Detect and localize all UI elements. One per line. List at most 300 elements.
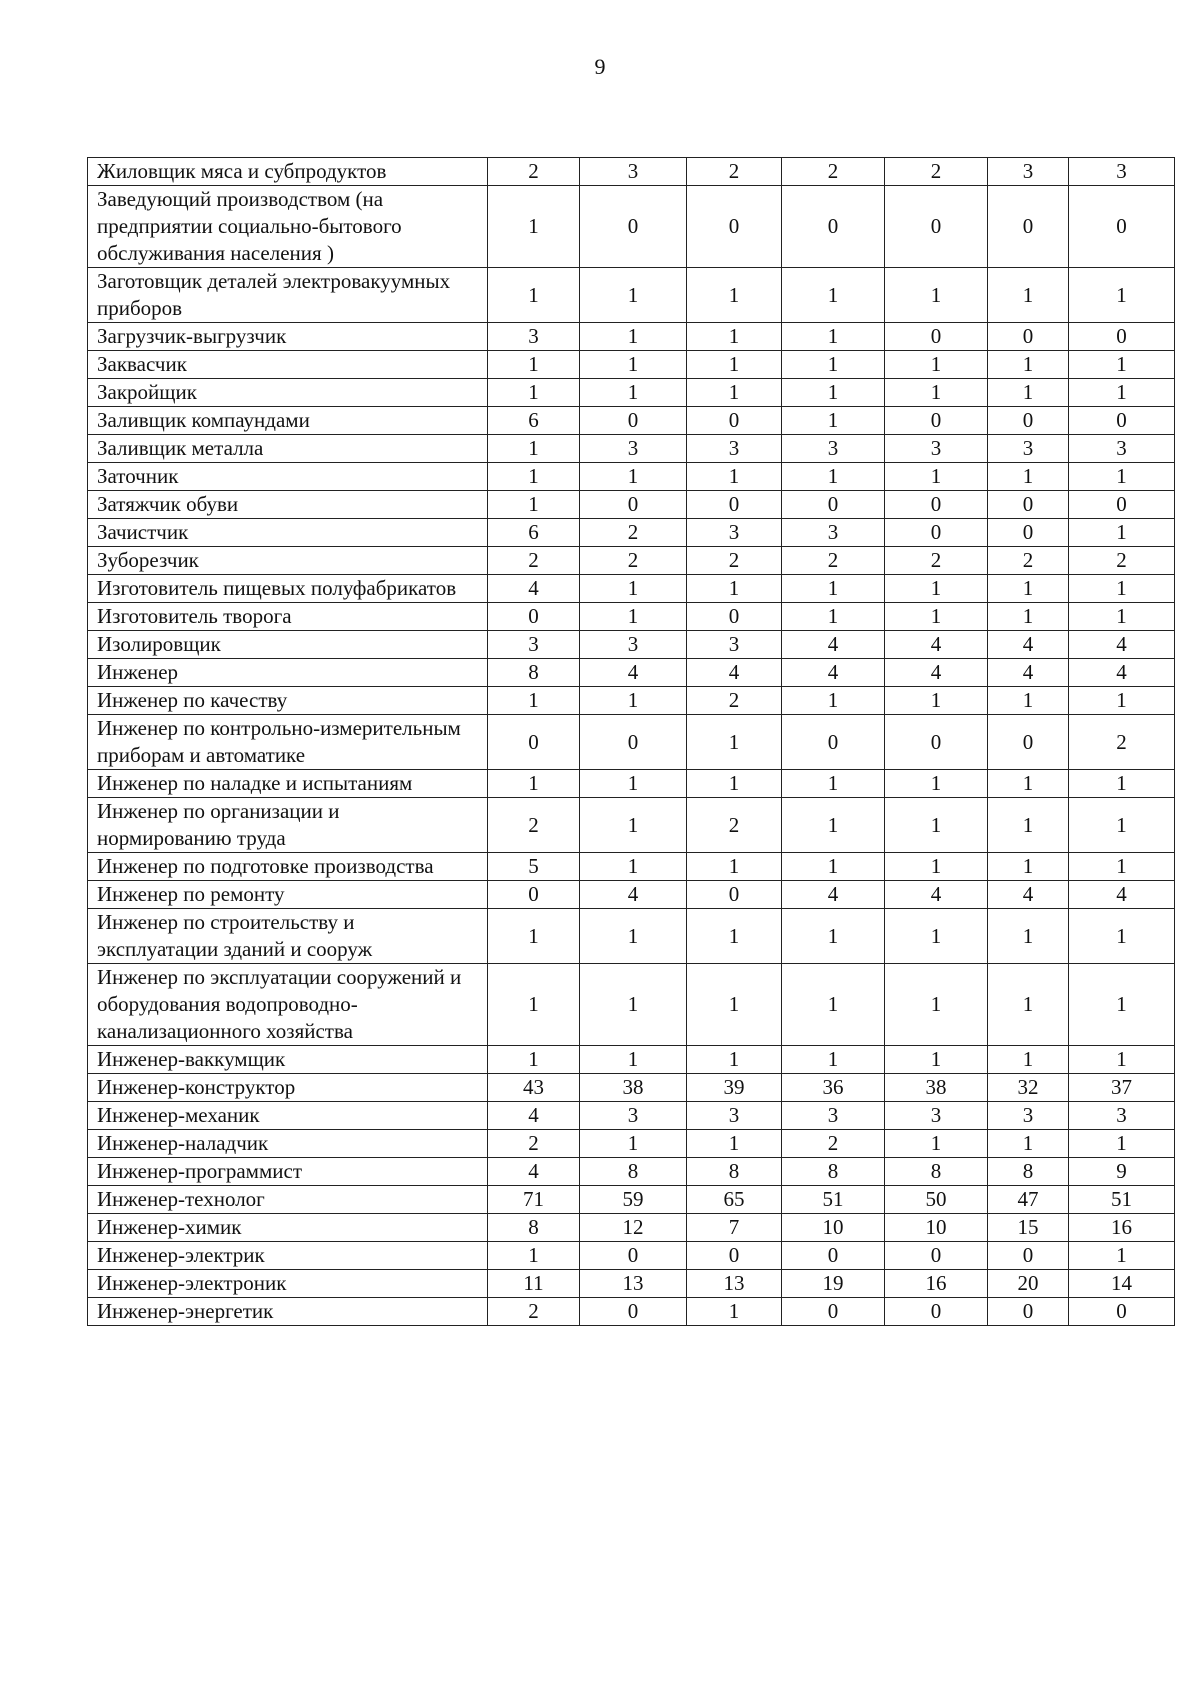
value-cell: 1 [988, 603, 1069, 631]
value-cell: 3 [988, 435, 1069, 463]
table-row [88, 1046, 1175, 1074]
value-cell: 2 [782, 1130, 885, 1158]
value-cell: 0 [885, 186, 988, 268]
value-cell: 3 [782, 519, 885, 547]
value-cell: 1 [580, 351, 687, 379]
profession-name-cell: Заливщик компаундами [88, 407, 488, 435]
value-cell: 2 [988, 547, 1069, 575]
value-cell: 0 [687, 491, 782, 519]
value-cell: 13 [580, 1270, 687, 1298]
value-cell: 3 [580, 1102, 687, 1130]
profession-name-cell: Инженер-химик [88, 1214, 488, 1242]
value-cell: 1 [885, 964, 988, 1046]
value-cell: 1 [488, 1046, 580, 1074]
table-row [88, 379, 1175, 407]
table-row [88, 158, 1175, 186]
value-cell: 4 [782, 631, 885, 659]
table-row [88, 881, 1175, 909]
value-cell: 7 [687, 1214, 782, 1242]
value-cell: 1 [988, 575, 1069, 603]
value-cell: 1 [580, 603, 687, 631]
value-cell: 1 [1069, 463, 1175, 491]
profession-name-cell: Заточник [88, 463, 488, 491]
profession-name-cell: Затяжчик обуви [88, 491, 488, 519]
value-cell: 65 [687, 1186, 782, 1214]
value-cell: 1 [988, 1046, 1069, 1074]
value-cell: 0 [885, 407, 988, 435]
value-cell: 4 [988, 631, 1069, 659]
table-row [88, 715, 1175, 770]
value-cell: 3 [488, 631, 580, 659]
value-cell: 1 [687, 853, 782, 881]
value-cell: 1 [687, 268, 782, 323]
profession-name-cell: Инженер по ремонту [88, 881, 488, 909]
table-row [88, 603, 1175, 631]
value-cell: 1 [1069, 1130, 1175, 1158]
value-cell: 36 [782, 1074, 885, 1102]
value-cell: 1 [988, 463, 1069, 491]
value-cell: 1 [988, 853, 1069, 881]
value-cell: 0 [988, 1242, 1069, 1270]
profession-name-cell: Заливщик металла [88, 435, 488, 463]
value-cell: 0 [687, 186, 782, 268]
profession-name-cell: Изготовитель пищевых полуфабрикатов [88, 575, 488, 603]
value-cell: 15 [988, 1214, 1069, 1242]
value-cell: 0 [580, 407, 687, 435]
value-cell: 1 [988, 909, 1069, 964]
value-cell: 19 [782, 1270, 885, 1298]
value-cell: 4 [488, 1158, 580, 1186]
value-cell: 3 [1069, 435, 1175, 463]
value-cell: 1 [580, 770, 687, 798]
value-cell: 1 [885, 1130, 988, 1158]
profession-name-cell: Инженер по строительству и эксплуатации зданий и сооруж [88, 909, 488, 964]
value-cell: 4 [687, 659, 782, 687]
value-cell: 3 [580, 435, 687, 463]
value-cell: 1 [580, 1130, 687, 1158]
value-cell: 13 [687, 1270, 782, 1298]
value-cell: 3 [1069, 158, 1175, 186]
profession-name-cell: Инженер-технолог [88, 1186, 488, 1214]
value-cell: 1 [1069, 379, 1175, 407]
value-cell: 0 [988, 491, 1069, 519]
value-cell: 1 [988, 1130, 1069, 1158]
value-cell: 1 [782, 853, 885, 881]
profession-name-cell: Инженер-электрик [88, 1242, 488, 1270]
value-cell: 0 [580, 491, 687, 519]
value-cell: 1 [782, 603, 885, 631]
value-cell: 2 [580, 519, 687, 547]
table-row [88, 853, 1175, 881]
value-cell: 4 [885, 881, 988, 909]
value-cell: 1 [488, 268, 580, 323]
value-cell: 1 [885, 575, 988, 603]
value-cell: 2 [687, 547, 782, 575]
value-cell: 4 [488, 575, 580, 603]
value-cell: 3 [687, 435, 782, 463]
value-cell: 59 [580, 1186, 687, 1214]
value-cell: 1 [580, 798, 687, 853]
value-cell: 1 [885, 798, 988, 853]
table-row [88, 1298, 1175, 1326]
value-cell: 4 [488, 1102, 580, 1130]
profession-name-cell: Изготовитель творога [88, 603, 488, 631]
value-cell: 2 [488, 798, 580, 853]
table-row [88, 186, 1175, 268]
value-cell: 47 [988, 1186, 1069, 1214]
value-cell: 1 [885, 1046, 988, 1074]
value-cell: 4 [885, 659, 988, 687]
value-cell: 1 [1069, 687, 1175, 715]
value-cell: 1 [488, 379, 580, 407]
value-cell: 1 [580, 853, 687, 881]
value-cell: 3 [687, 631, 782, 659]
profession-name-cell: Заквасчик [88, 351, 488, 379]
value-cell: 0 [687, 407, 782, 435]
value-cell: 1 [885, 351, 988, 379]
value-cell: 1 [988, 687, 1069, 715]
profession-name-cell: Заготовщик деталей электровакуумных приборов [88, 268, 488, 323]
value-cell: 1 [687, 1130, 782, 1158]
value-cell: 0 [782, 186, 885, 268]
value-cell: 1 [885, 603, 988, 631]
value-cell: 1 [782, 379, 885, 407]
value-cell: 4 [1069, 881, 1175, 909]
value-cell: 1 [988, 798, 1069, 853]
value-cell: 1 [885, 463, 988, 491]
profession-name-cell: Инженер по подготовке производства [88, 853, 488, 881]
table-row [88, 435, 1175, 463]
value-cell: 1 [885, 379, 988, 407]
value-cell: 1 [687, 770, 782, 798]
profession-name-cell: Инженер по качеству [88, 687, 488, 715]
value-cell: 51 [782, 1186, 885, 1214]
value-cell: 0 [885, 491, 988, 519]
value-cell: 0 [885, 1298, 988, 1326]
value-cell: 9 [1069, 1158, 1175, 1186]
table-row [88, 519, 1175, 547]
value-cell: 0 [580, 1298, 687, 1326]
value-cell: 1 [580, 687, 687, 715]
value-cell: 8 [988, 1158, 1069, 1186]
value-cell: 1 [1069, 519, 1175, 547]
value-cell: 1 [988, 379, 1069, 407]
value-cell: 8 [580, 1158, 687, 1186]
value-cell: 38 [885, 1074, 988, 1102]
value-cell: 1 [488, 491, 580, 519]
table-body [88, 158, 1175, 1326]
value-cell: 1 [988, 268, 1069, 323]
table-row [88, 909, 1175, 964]
value-cell: 43 [488, 1074, 580, 1102]
value-cell: 2 [687, 687, 782, 715]
value-cell: 1 [782, 687, 885, 715]
value-cell: 4 [1069, 631, 1175, 659]
value-cell: 4 [988, 659, 1069, 687]
value-cell: 4 [580, 659, 687, 687]
value-cell: 2 [885, 547, 988, 575]
value-cell: 1 [580, 379, 687, 407]
value-cell: 1 [687, 351, 782, 379]
value-cell: 1 [488, 351, 580, 379]
value-cell: 3 [580, 631, 687, 659]
table-row [88, 1158, 1175, 1186]
value-cell: 0 [687, 1242, 782, 1270]
value-cell: 1 [782, 964, 885, 1046]
table-row [88, 1214, 1175, 1242]
value-cell: 3 [488, 323, 580, 351]
table-row [88, 1186, 1175, 1214]
value-cell: 10 [885, 1214, 988, 1242]
table-row [88, 351, 1175, 379]
value-cell: 8 [687, 1158, 782, 1186]
value-cell: 3 [782, 1102, 885, 1130]
value-cell: 2 [488, 158, 580, 186]
profession-name-cell: Жиловщик мяса и субпродуктов [88, 158, 488, 186]
value-cell: 3 [687, 1102, 782, 1130]
value-cell: 0 [687, 603, 782, 631]
value-cell: 39 [687, 1074, 782, 1102]
value-cell: 0 [488, 603, 580, 631]
value-cell: 0 [885, 323, 988, 351]
value-cell: 0 [1069, 407, 1175, 435]
value-cell: 1 [1069, 351, 1175, 379]
profession-name-cell: Инженер по контрольно-измерительным приборам и автоматике [88, 715, 488, 770]
value-cell: 14 [1069, 1270, 1175, 1298]
value-cell: 1 [488, 770, 580, 798]
table-row [88, 964, 1175, 1046]
value-cell: 0 [885, 715, 988, 770]
table-row [88, 547, 1175, 575]
value-cell: 3 [885, 435, 988, 463]
value-cell: 50 [885, 1186, 988, 1214]
value-cell: 1 [885, 909, 988, 964]
value-cell: 32 [988, 1074, 1069, 1102]
value-cell: 0 [782, 491, 885, 519]
value-cell: 0 [885, 1242, 988, 1270]
value-cell: 4 [988, 881, 1069, 909]
table-row [88, 1074, 1175, 1102]
value-cell: 8 [488, 659, 580, 687]
value-cell: 1 [782, 351, 885, 379]
value-cell: 4 [885, 631, 988, 659]
value-cell: 1 [580, 1046, 687, 1074]
profession-name-cell: Инженер-ваккумщик [88, 1046, 488, 1074]
value-cell: 1 [687, 323, 782, 351]
value-cell: 0 [885, 519, 988, 547]
value-cell: 1 [782, 323, 885, 351]
value-cell: 2 [885, 158, 988, 186]
value-cell: 1 [687, 1298, 782, 1326]
value-cell: 1 [687, 909, 782, 964]
profession-name-cell: Инженер по наладке и испытаниям [88, 770, 488, 798]
value-cell: 2 [488, 1130, 580, 1158]
value-cell: 0 [580, 1242, 687, 1270]
value-cell: 10 [782, 1214, 885, 1242]
value-cell: 1 [1069, 964, 1175, 1046]
table-row [88, 798, 1175, 853]
value-cell: 3 [885, 1102, 988, 1130]
table-row [88, 407, 1175, 435]
value-cell: 1 [687, 964, 782, 1046]
value-cell: 8 [488, 1214, 580, 1242]
value-cell: 0 [988, 186, 1069, 268]
value-cell: 2 [782, 547, 885, 575]
value-cell: 1 [782, 798, 885, 853]
value-cell: 1 [782, 463, 885, 491]
page-number: 9 [594, 54, 606, 79]
value-cell: 2 [687, 798, 782, 853]
value-cell: 1 [488, 964, 580, 1046]
table-row [88, 687, 1175, 715]
value-cell: 20 [988, 1270, 1069, 1298]
value-cell: 1 [580, 964, 687, 1046]
value-cell: 0 [988, 519, 1069, 547]
value-cell: 3 [988, 1102, 1069, 1130]
value-cell: 1 [1069, 575, 1175, 603]
value-cell: 8 [782, 1158, 885, 1186]
value-cell: 0 [988, 323, 1069, 351]
value-cell: 2 [782, 158, 885, 186]
value-cell: 2 [488, 1298, 580, 1326]
value-cell: 2 [687, 158, 782, 186]
value-cell: 0 [687, 881, 782, 909]
table-row [88, 491, 1175, 519]
value-cell: 1 [1069, 770, 1175, 798]
value-cell: 1 [885, 687, 988, 715]
value-cell: 0 [988, 1298, 1069, 1326]
value-cell: 6 [488, 519, 580, 547]
profession-name-cell: Инженер-электроник [88, 1270, 488, 1298]
value-cell: 1 [1069, 853, 1175, 881]
table-row [88, 631, 1175, 659]
value-cell: 1 [782, 909, 885, 964]
value-cell: 1 [988, 770, 1069, 798]
value-cell: 51 [1069, 1186, 1175, 1214]
value-cell: 1 [885, 770, 988, 798]
value-cell: 1 [687, 575, 782, 603]
value-cell: 16 [885, 1270, 988, 1298]
value-cell: 1 [488, 463, 580, 491]
value-cell: 0 [1069, 491, 1175, 519]
value-cell: 1 [687, 379, 782, 407]
table-row [88, 323, 1175, 351]
value-cell: 1 [580, 909, 687, 964]
value-cell: 1 [1069, 1046, 1175, 1074]
value-cell: 12 [580, 1214, 687, 1242]
value-cell: 0 [782, 715, 885, 770]
value-cell: 0 [580, 715, 687, 770]
table-row [88, 268, 1175, 323]
value-cell: 1 [488, 687, 580, 715]
value-cell: 1 [488, 909, 580, 964]
profession-name-cell: Заведующий производством (на предприятии социально-бытового обслуживания населения ) [88, 186, 488, 268]
value-cell: 0 [580, 186, 687, 268]
value-cell: 0 [988, 715, 1069, 770]
value-cell: 1 [687, 463, 782, 491]
value-cell: 3 [988, 158, 1069, 186]
value-cell: 2 [488, 547, 580, 575]
value-cell: 1 [580, 575, 687, 603]
profession-name-cell: Зачистчик [88, 519, 488, 547]
value-cell: 1 [1069, 909, 1175, 964]
value-cell: 5 [488, 853, 580, 881]
value-cell: 2 [1069, 715, 1175, 770]
table-row [88, 463, 1175, 491]
value-cell: 1 [1069, 603, 1175, 631]
profession-table [87, 157, 1175, 1326]
value-cell: 1 [580, 268, 687, 323]
value-cell: 1 [782, 575, 885, 603]
value-cell: 3 [1069, 1102, 1175, 1130]
value-cell: 4 [580, 881, 687, 909]
profession-name-cell: Инженер-конструктор [88, 1074, 488, 1102]
table-row [88, 1270, 1175, 1298]
profession-name-cell: Инженер-энергетик [88, 1298, 488, 1326]
value-cell: 0 [1069, 323, 1175, 351]
value-cell: 1 [782, 1046, 885, 1074]
table-row [88, 659, 1175, 687]
value-cell: 0 [782, 1242, 885, 1270]
profession-name-cell: Инженер по организации и нормированию труда [88, 798, 488, 853]
profession-name-cell: Закройщик [88, 379, 488, 407]
value-cell: 4 [782, 881, 885, 909]
value-cell: 1 [580, 463, 687, 491]
value-cell: 4 [782, 659, 885, 687]
value-cell: 1 [782, 770, 885, 798]
profession-name-cell: Инженер-механик [88, 1102, 488, 1130]
value-cell: 0 [1069, 1298, 1175, 1326]
value-cell: 6 [488, 407, 580, 435]
value-cell: 1 [782, 268, 885, 323]
profession-name-cell: Изолировщик [88, 631, 488, 659]
value-cell: 1 [1069, 798, 1175, 853]
profession-name-cell: Загрузчик-выгрузчик [88, 323, 488, 351]
value-cell: 1 [885, 268, 988, 323]
value-cell: 0 [1069, 186, 1175, 268]
value-cell: 3 [580, 158, 687, 186]
profession-name-cell: Инженер-наладчик [88, 1130, 488, 1158]
value-cell: 0 [782, 1298, 885, 1326]
value-cell: 0 [988, 407, 1069, 435]
value-cell: 1 [488, 186, 580, 268]
value-cell: 0 [488, 715, 580, 770]
value-cell: 1 [988, 964, 1069, 1046]
value-cell: 1 [988, 351, 1069, 379]
profession-name-cell: Инженер по эксплуатации сооружений и оборудования водопроводно-канализационного хозяйства [88, 964, 488, 1046]
value-cell: 4 [1069, 659, 1175, 687]
value-cell: 2 [580, 547, 687, 575]
table-row [88, 770, 1175, 798]
value-cell: 1 [687, 715, 782, 770]
value-cell: 1 [687, 1046, 782, 1074]
profession-name-cell: Инженер [88, 659, 488, 687]
value-cell: 2 [1069, 547, 1175, 575]
value-cell: 11 [488, 1270, 580, 1298]
table-row [88, 1130, 1175, 1158]
value-cell: 0 [488, 881, 580, 909]
value-cell: 37 [1069, 1074, 1175, 1102]
value-cell: 3 [687, 519, 782, 547]
value-cell: 1 [782, 407, 885, 435]
profession-name-cell: Инженер-программист [88, 1158, 488, 1186]
value-cell: 8 [885, 1158, 988, 1186]
value-cell: 71 [488, 1186, 580, 1214]
value-cell: 1 [580, 323, 687, 351]
value-cell: 3 [782, 435, 885, 463]
value-cell: 1 [1069, 1242, 1175, 1270]
profession-name-cell: Зуборезчик [88, 547, 488, 575]
